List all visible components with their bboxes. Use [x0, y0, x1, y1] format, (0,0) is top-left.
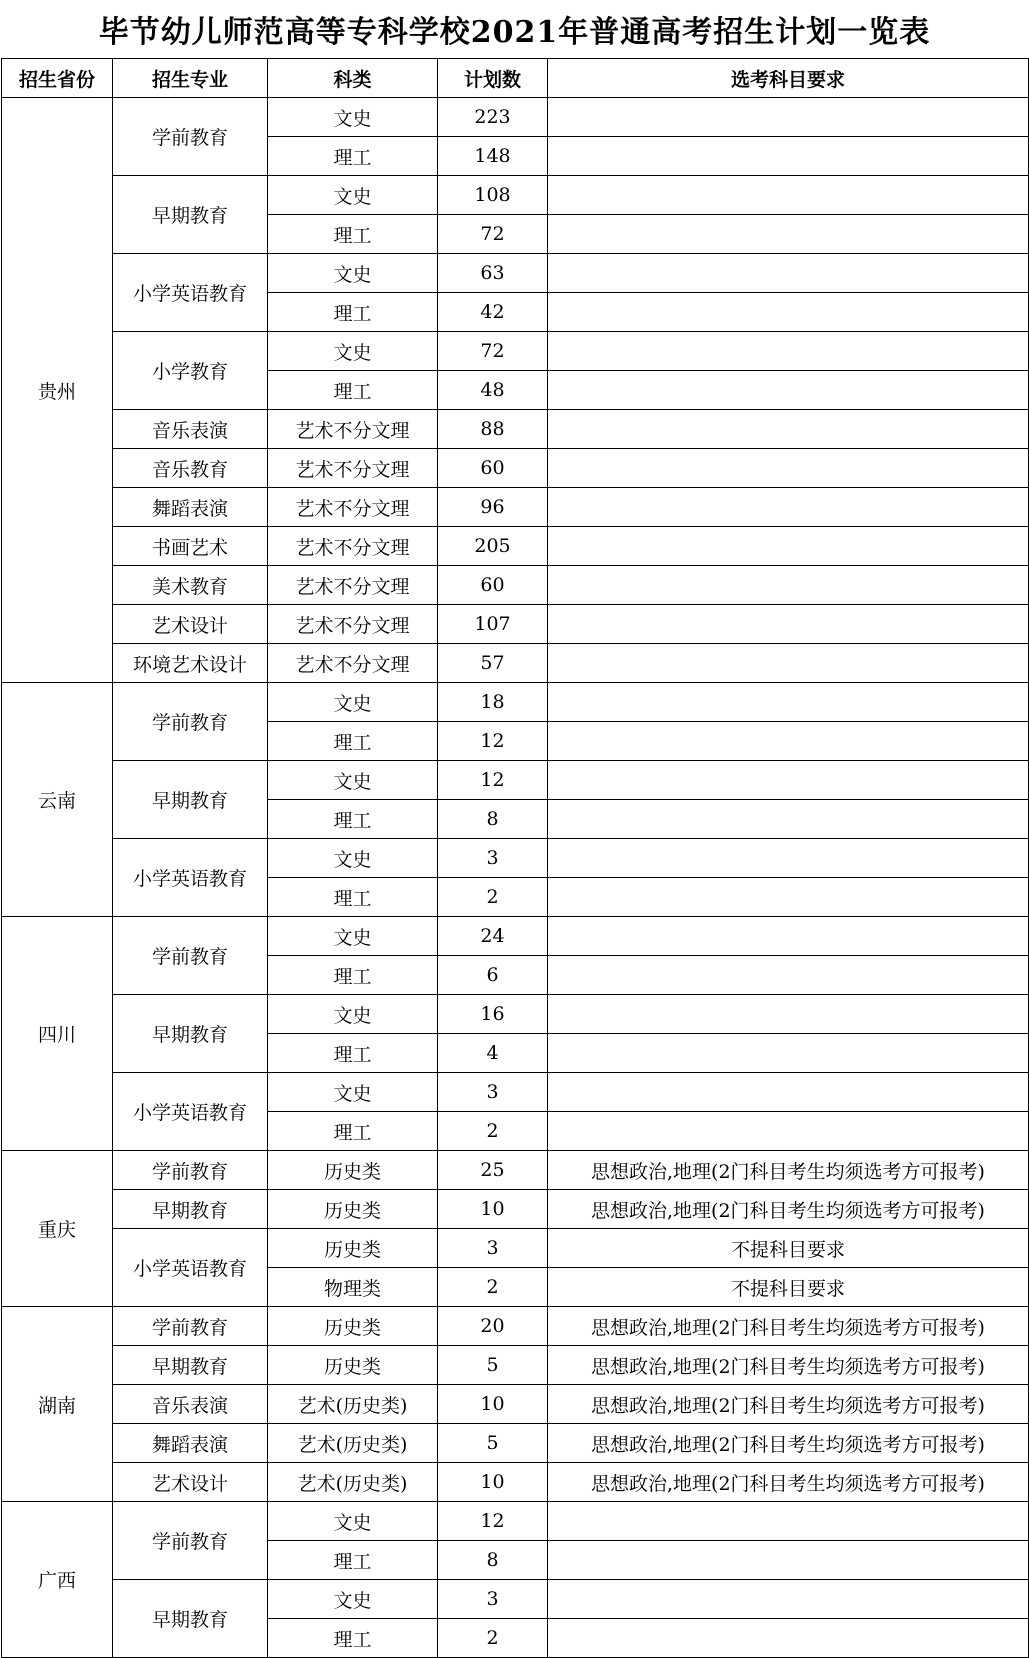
major-cell: 学前教育: [113, 1502, 268, 1580]
major-cell: 早期教育: [113, 1346, 268, 1385]
category-cell: 理工: [268, 800, 438, 839]
major-cell: 舞蹈表演: [113, 488, 268, 527]
category-cell: 理工: [268, 137, 438, 176]
subject-requirement-cell: [548, 917, 1029, 956]
plan-count-cell: 8: [438, 800, 548, 839]
plan-count-cell: 10: [438, 1190, 548, 1229]
plan-count-cell: 88: [438, 410, 548, 449]
table-row: [2, 644, 1029, 683]
category-cell: 文史: [268, 839, 438, 878]
category-cell: 艺术不分文理: [268, 566, 438, 605]
category-cell: 文史: [268, 917, 438, 956]
major-cell: 早期教育: [113, 1580, 268, 1658]
subject-requirement-cell: [548, 1112, 1029, 1151]
plan-count-cell: 10: [438, 1385, 548, 1424]
major-cell: 音乐教育: [113, 449, 268, 488]
subject-requirement-cell: [548, 527, 1029, 566]
plan-count-cell: 72: [438, 332, 548, 371]
plan-count-cell: 107: [438, 605, 548, 644]
province-cell: 湖南: [2, 1307, 113, 1502]
subject-requirement-cell: [548, 800, 1029, 839]
subject-requirement-cell: [548, 488, 1029, 527]
major-cell: 舞蹈表演: [113, 1424, 268, 1463]
enrollment-plan-table: [1, 58, 1029, 1658]
category-cell: 文史: [268, 761, 438, 800]
category-cell: 艺术(历史类): [268, 1463, 438, 1502]
major-cell: 美术教育: [113, 566, 268, 605]
plan-count-cell: 12: [438, 722, 548, 761]
subject-requirement-cell: [548, 215, 1029, 254]
subject-requirement-cell: [548, 605, 1029, 644]
subject-requirement-cell: 思想政治,地理(2门科目考生均须选考方可报考): [548, 1151, 1029, 1190]
major-cell: 早期教育: [113, 761, 268, 839]
plan-count-cell: 24: [438, 917, 548, 956]
table-row: [2, 1463, 1029, 1502]
subject-requirement-cell: [548, 98, 1029, 137]
subject-requirement-cell: [548, 1034, 1029, 1073]
subject-requirement-cell: 思想政治,地理(2门科目考生均须选考方可报考): [548, 1424, 1029, 1463]
category-cell: 理工: [268, 293, 438, 332]
subject-requirement-cell: [548, 293, 1029, 332]
plan-count-cell: 18: [438, 683, 548, 722]
plan-count-cell: 2: [438, 878, 548, 917]
subject-requirement-cell: [548, 878, 1029, 917]
category-cell: 历史类: [268, 1346, 438, 1385]
subject-requirement-cell: 不提科目要求: [548, 1229, 1029, 1268]
plan-count-cell: 4: [438, 1034, 548, 1073]
plan-count-cell: 2: [438, 1268, 548, 1307]
category-cell: 文史: [268, 254, 438, 293]
page-title: 毕节幼儿师范高等专科学校2021年普通高考招生计划一览表: [98, 15, 931, 50]
category-cell: 文史: [268, 332, 438, 371]
category-cell: 艺术不分文理: [268, 449, 438, 488]
header-province: 招生省份: [2, 59, 113, 98]
table-header-row: [2, 59, 1029, 98]
subject-requirement-cell: [548, 332, 1029, 371]
plan-count-cell: 72: [438, 215, 548, 254]
table-row: [2, 1346, 1029, 1385]
subject-requirement-cell: [548, 761, 1029, 800]
table-row: [2, 176, 1029, 215]
category-cell: 文史: [268, 1502, 438, 1541]
category-cell: 理工: [268, 722, 438, 761]
major-cell: 学前教育: [113, 1151, 268, 1190]
table-row: [2, 1307, 1029, 1346]
plan-count-cell: 148: [438, 137, 548, 176]
subject-requirement-cell: 思想政治,地理(2门科目考生均须选考方可报考): [548, 1307, 1029, 1346]
major-cell: 小学英语教育: [113, 1229, 268, 1307]
table-row: [2, 488, 1029, 527]
table-row: [2, 683, 1029, 722]
subject-requirement-cell: [548, 1541, 1029, 1580]
category-cell: 理工: [268, 956, 438, 995]
plan-count-cell: 205: [438, 527, 548, 566]
category-cell: 文史: [268, 995, 438, 1034]
table-row: [2, 1502, 1029, 1541]
table-row: [2, 917, 1029, 956]
category-cell: 艺术(历史类): [268, 1424, 438, 1463]
subject-requirement-cell: [548, 137, 1029, 176]
category-cell: 理工: [268, 1112, 438, 1151]
header-category: 科类: [268, 59, 438, 98]
table-row: [2, 995, 1029, 1034]
plan-count-cell: 3: [438, 1073, 548, 1112]
table-row: [2, 1190, 1029, 1229]
table-row: [2, 839, 1029, 878]
category-cell: 物理类: [268, 1268, 438, 1307]
table-row: [2, 1580, 1029, 1619]
category-cell: 理工: [268, 1034, 438, 1073]
table-row: [2, 527, 1029, 566]
plan-count-cell: 6: [438, 956, 548, 995]
subject-requirement-cell: [548, 1580, 1029, 1619]
major-cell: 书画艺术: [113, 527, 268, 566]
plan-count-cell: 60: [438, 449, 548, 488]
major-cell: 学前教育: [113, 917, 268, 995]
plan-count-cell: 8: [438, 1541, 548, 1580]
table-row: [2, 1073, 1029, 1112]
plan-count-cell: 16: [438, 995, 548, 1034]
plan-count-cell: 2: [438, 1619, 548, 1658]
subject-requirement-cell: 思想政治,地理(2门科目考生均须选考方可报考): [548, 1385, 1029, 1424]
plan-count-cell: 42: [438, 293, 548, 332]
province-cell: 重庆: [2, 1151, 113, 1307]
major-cell: 小学英语教育: [113, 839, 268, 917]
major-cell: 早期教育: [113, 995, 268, 1073]
subject-requirement-cell: [548, 410, 1029, 449]
major-cell: 学前教育: [113, 98, 268, 176]
table-row: [2, 98, 1029, 137]
category-cell: 艺术不分文理: [268, 644, 438, 683]
subject-requirement-cell: [548, 644, 1029, 683]
category-cell: 历史类: [268, 1229, 438, 1268]
table-row: [2, 605, 1029, 644]
major-cell: 环境艺术设计: [113, 644, 268, 683]
major-cell: 学前教育: [113, 1307, 268, 1346]
plan-count-cell: 3: [438, 1580, 548, 1619]
plan-count-cell: 25: [438, 1151, 548, 1190]
subject-requirement-cell: [548, 449, 1029, 488]
plan-count-cell: 48: [438, 371, 548, 410]
subject-requirement-cell: [548, 956, 1029, 995]
category-cell: 艺术不分文理: [268, 527, 438, 566]
major-cell: 小学英语教育: [113, 1073, 268, 1151]
major-cell: 早期教育: [113, 176, 268, 254]
plan-count-cell: 108: [438, 176, 548, 215]
category-cell: 文史: [268, 1073, 438, 1112]
subject-requirement-cell: 不提科目要求: [548, 1268, 1029, 1307]
plan-count-cell: 3: [438, 1229, 548, 1268]
category-cell: 艺术不分文理: [268, 410, 438, 449]
header-subject-requirement: 选考科目要求: [548, 59, 1029, 98]
table-row: [2, 1151, 1029, 1190]
plan-count-cell: 5: [438, 1424, 548, 1463]
category-cell: 文史: [268, 98, 438, 137]
subject-requirement-cell: [548, 176, 1029, 215]
major-cell: 艺术设计: [113, 605, 268, 644]
category-cell: 文史: [268, 683, 438, 722]
plan-count-cell: 223: [438, 98, 548, 137]
major-cell: 早期教育: [113, 1190, 268, 1229]
table-row: [2, 1385, 1029, 1424]
table-row: [2, 332, 1029, 371]
subject-requirement-cell: [548, 1073, 1029, 1112]
subject-requirement-cell: 思想政治,地理(2门科目考生均须选考方可报考): [548, 1190, 1029, 1229]
table-row: [2, 254, 1029, 293]
plan-count-cell: 12: [438, 1502, 548, 1541]
category-cell: 理工: [268, 878, 438, 917]
plan-count-cell: 57: [438, 644, 548, 683]
category-cell: 艺术(历史类): [268, 1385, 438, 1424]
plan-count-cell: 20: [438, 1307, 548, 1346]
plan-count-cell: 60: [438, 566, 548, 605]
category-cell: 理工: [268, 371, 438, 410]
header-major: 招生专业: [113, 59, 268, 98]
plan-count-cell: 5: [438, 1346, 548, 1385]
province-cell: 云南: [2, 683, 113, 917]
category-cell: 文史: [268, 176, 438, 215]
plan-count-cell: 10: [438, 1463, 548, 1502]
category-cell: 理工: [268, 1619, 438, 1658]
subject-requirement-cell: [548, 1502, 1029, 1541]
plan-count-cell: 63: [438, 254, 548, 293]
category-cell: 历史类: [268, 1190, 438, 1229]
province-cell: 贵州: [2, 98, 113, 683]
province-cell: 广西: [2, 1502, 113, 1658]
major-cell: 小学教育: [113, 332, 268, 410]
category-cell: 艺术不分文理: [268, 605, 438, 644]
plan-count-cell: 2: [438, 1112, 548, 1151]
subject-requirement-cell: [548, 995, 1029, 1034]
subject-requirement-cell: [548, 722, 1029, 761]
plan-count-cell: 3: [438, 839, 548, 878]
table-row: [2, 449, 1029, 488]
table-row: [2, 761, 1029, 800]
table-row: [2, 1229, 1029, 1268]
subject-requirement-cell: [548, 254, 1029, 293]
subject-requirement-cell: [548, 839, 1029, 878]
subject-requirement-cell: 思想政治,地理(2门科目考生均须选考方可报考): [548, 1346, 1029, 1385]
subject-requirement-cell: [548, 371, 1029, 410]
major-cell: 学前教育: [113, 683, 268, 761]
major-cell: 艺术设计: [113, 1463, 268, 1502]
major-cell: 音乐表演: [113, 410, 268, 449]
header-plan-count: 计划数: [438, 59, 548, 98]
plan-count-cell: 96: [438, 488, 548, 527]
category-cell: 理工: [268, 1541, 438, 1580]
province-cell: 四川: [2, 917, 113, 1151]
category-cell: 历史类: [268, 1307, 438, 1346]
category-cell: 文史: [268, 1580, 438, 1619]
major-cell: 音乐表演: [113, 1385, 268, 1424]
table-row: [2, 410, 1029, 449]
subject-requirement-cell: [548, 683, 1029, 722]
category-cell: 艺术不分文理: [268, 488, 438, 527]
subject-requirement-cell: 思想政治,地理(2门科目考生均须选考方可报考): [548, 1463, 1029, 1502]
category-cell: 理工: [268, 215, 438, 254]
plan-count-cell: 12: [438, 761, 548, 800]
table-row: [2, 1424, 1029, 1463]
table-row: [2, 566, 1029, 605]
major-cell: 小学英语教育: [113, 254, 268, 332]
category-cell: 历史类: [268, 1151, 438, 1190]
subject-requirement-cell: [548, 1619, 1029, 1658]
subject-requirement-cell: [548, 566, 1029, 605]
